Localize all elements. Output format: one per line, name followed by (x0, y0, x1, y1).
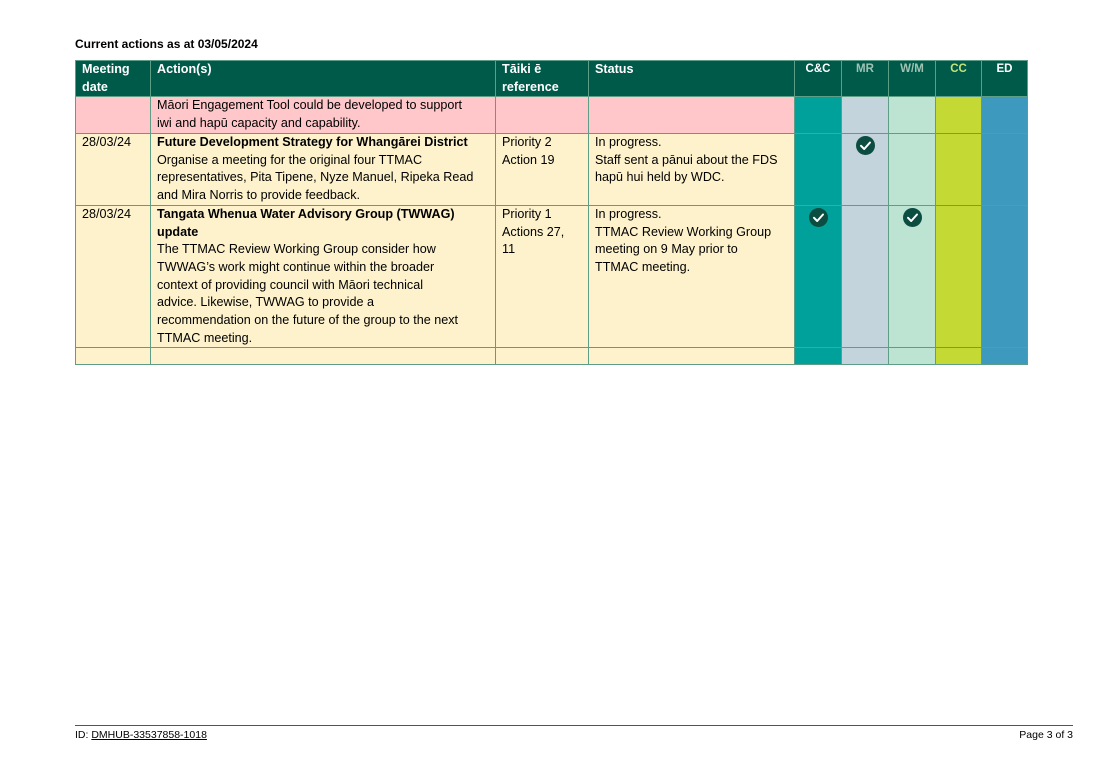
reference-cell (496, 97, 589, 133)
action-line: TWWAG’s work might continue within the broader (157, 259, 435, 274)
action-line: iwi and hapū capacity and capability. (157, 116, 361, 131)
reference-cell (496, 133, 589, 205)
code-cell-cc (936, 348, 982, 365)
action-line: recommendation on the future of the group to the next (157, 313, 459, 328)
reference-line: Action 19 (502, 152, 555, 167)
header-row (76, 61, 1028, 97)
status-line: TTMAC Review Working Group (595, 224, 772, 239)
footer-divider (75, 725, 1073, 726)
code-cell-cnc (795, 97, 842, 133)
action-line: and Mira Norris to provide feedback. (157, 187, 360, 202)
footer-id-label: ID: (75, 729, 89, 741)
reference-line: Priority 1 (502, 206, 552, 221)
meeting-date-cell: 28/03/24 (76, 133, 151, 205)
action-cell (151, 348, 496, 365)
status-line: hapū hui held by WDC. (595, 170, 725, 185)
table-row (76, 97, 1028, 133)
status-line: In progress. (595, 134, 662, 149)
page-heading: Current actions as at 03/05/2024 (75, 37, 258, 51)
meeting-date-cell: 28/03/24 (76, 205, 151, 348)
reference-line: Actions 27, (502, 224, 565, 239)
action-line: Māori Engagement Tool could be developed to support (157, 98, 463, 113)
page-number: Page 3 of 3 (1019, 729, 1073, 741)
status-cell (589, 133, 795, 205)
code-cell-cnc (795, 133, 842, 205)
action-line: Organise a meeting for the original four TTMAC (157, 152, 423, 167)
code-cell-mr (842, 205, 889, 348)
checkmark-circle-icon (856, 136, 875, 155)
action-line: context of providing council with Māori technical (157, 277, 423, 292)
action-title: Future Development Strategy for Whangārei District (157, 134, 468, 149)
status-line: Staff sent a pānui about the FDS (595, 152, 778, 167)
header-code-mr: MR (842, 61, 889, 97)
status-line: In progress. (595, 206, 662, 221)
reference-cell (496, 205, 589, 348)
meeting-date-cell (76, 97, 151, 133)
header-actions: Action(s) (151, 61, 496, 97)
action-title: update (157, 224, 199, 239)
action-cell (151, 205, 496, 348)
code-cell-wm (889, 205, 936, 348)
header-code-wm: W/M (889, 61, 936, 97)
code-cell-wm (889, 348, 936, 365)
code-cell-ed (982, 97, 1028, 133)
code-cell-ed (982, 205, 1028, 348)
action-cell (151, 133, 496, 205)
header-code-ed: ED (982, 61, 1028, 97)
checkmark-circle-icon (809, 208, 828, 227)
code-cell-ed (982, 133, 1028, 205)
table-row (76, 348, 1028, 365)
action-line: TTMAC meeting. (157, 330, 253, 345)
table-row (76, 205, 1028, 348)
reference-line: Priority 2 (502, 134, 552, 149)
code-cell-wm (889, 97, 936, 133)
header-code-cnc: C&C (795, 61, 842, 97)
code-cell-wm (889, 133, 936, 205)
code-cell-cnc (795, 205, 842, 348)
checkmark-circle-icon (903, 208, 922, 227)
current-actions-table (75, 60, 1028, 365)
code-cell-ed (982, 348, 1028, 365)
action-title: Tangata Whenua Water Advisory Group (TWWAG) (157, 206, 455, 221)
code-cell-cnc (795, 348, 842, 365)
action-cell (151, 97, 496, 133)
header-status: Status (589, 61, 795, 97)
code-cell-cc (936, 133, 982, 205)
reference-cell (496, 348, 589, 365)
status-line: TTMAC meeting. (595, 259, 691, 274)
status-cell (589, 205, 795, 348)
header-taiki-reference: Tāiki ē reference (496, 61, 589, 97)
action-line: representatives, Pita Tipene, Nyze Manuel, Ripeka Read (157, 170, 474, 185)
status-line: meeting on 9 May prior to (595, 242, 738, 257)
action-line: The TTMAC Review Working Group consider how (157, 242, 436, 257)
header-meeting-date: Meeting date (76, 61, 151, 97)
footer-document-id (75, 729, 207, 741)
meeting-date-cell (76, 348, 151, 365)
reference-line: 11 (502, 242, 516, 257)
code-cell-mr (842, 97, 889, 133)
action-line: advice. Likewise, TWWAG to provide a (157, 295, 374, 310)
code-cell-mr (842, 348, 889, 365)
code-cell-mr (842, 133, 889, 205)
code-cell-cc (936, 97, 982, 133)
status-cell (589, 97, 795, 133)
header-code-cc: CC (936, 61, 982, 97)
status-cell (589, 348, 795, 365)
table-row (76, 133, 1028, 205)
code-cell-cc (936, 205, 982, 348)
document-id-link[interactable]: DMHUB-33537858-1018 (91, 729, 207, 741)
